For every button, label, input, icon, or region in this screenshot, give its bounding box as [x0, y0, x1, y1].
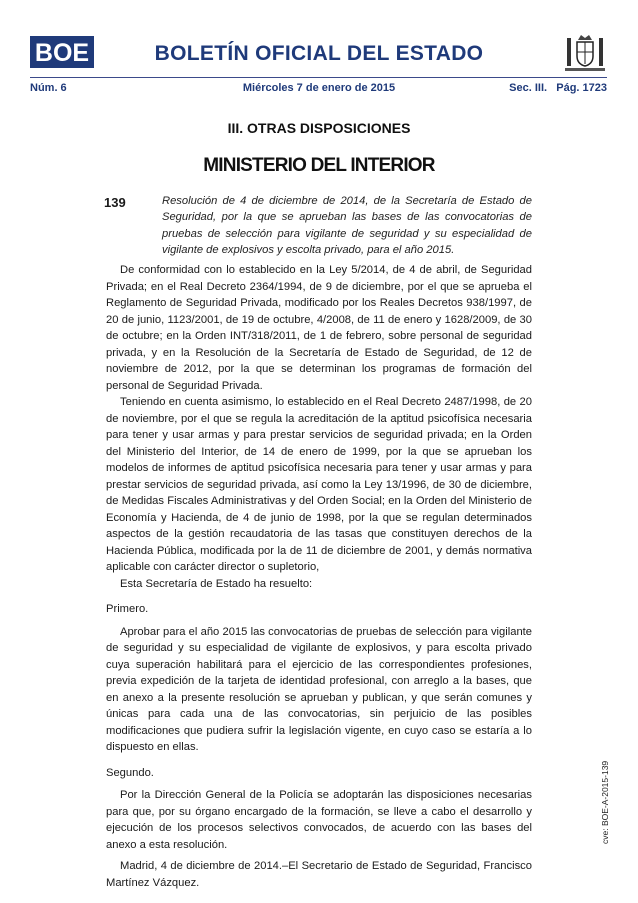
section-title: III. OTRAS DISPOSICIONES — [227, 120, 411, 136]
header-rule — [30, 77, 607, 78]
paragraph: Por la Dirección General de la Policía se adoptarán las disposiciones necesarias para que, por su órgano encargado de la formación, se lleve a cabo el desarrollo y ejecución de los procesos selectivos convocados, de acuerdo con las bases del anexo a esta resolución. — [106, 789, 532, 851]
paragraph: De conformidad con lo establecido en la Ley 5/2014, de 4 de abril, de Seguridad Privada; en el Real Decreto 2364/1994, de 9 de diciembre, por el que se aprueba el Reglamento de Seguridad Privada, modificado por los Reales Decretos 938/1997, de 20 de junio, 1123/2001, de 19 de octubre, 4/2008, de 11 de enero y 1628/2009, de 30 de octubre; en la Orden INT/318/2011, de 1 de febrero, sobre personal de seguridad privada, y en la Resolución de la Secretaría de Estado de Seguridad, de 12 de noviembre de 2012, por la que se determinan los programas de formación del personal de Seguridad Privada. — [106, 264, 532, 392]
cve-code: cve: BOE-A-2015-139 — [600, 760, 610, 844]
issue-date: Miércoles 7 de enero de 2015 — [242, 82, 396, 94]
article-heading: Segundo. — [106, 766, 154, 779]
article-heading: Primero. — [106, 603, 149, 615]
paragraph: Teniendo en cuenta asimismo, lo establecido en el Real Decreto 2487/1998, de 20 de noviembre, por el que se regula la acreditación de la aptitud psicofísica necesaria para tener y usar armas y para prestar servicios de seguridad privada; en la Orden del Ministerio del Interior, de 14 de enero de 1999, por la que se aprueban los modelos de informes de aptitud psicofísica necesaria para tener y usar armas y para prestar servicios de seguridad privada, así como la Ley 13/1996, de 30 de diciembre, de Medidas Fiscales Administrativas y del Orden Social; en la Orden del Ministerio de Economía y Hacienda, de 4 de junio de 1998, por la que se regulan determinados aspectos de la gestión recaudatoria de las tasas que constituyen derechos de la Hacienda Pública, modificada por la de 11 de diciembre de 2001, y demás normativa aplicable con carácter director o supletorio, — [106, 396, 532, 573]
gazette-title: BOLETÍN OFICIAL DEL ESTADO — [154, 42, 484, 65]
issue-number: Núm. 6 — [30, 82, 67, 94]
disposition-number: 139 — [104, 195, 126, 210]
paragraph: Aprobar para el año 2015 las convocatorias de pruebas de selección para vigilante de seguridad y su especialidad de vigilante de explosivos, y para escolta privado cuya superación habilitará para el ejercicio de las correspondientes profesiones, previa expedición de la tarjeta de identidad profesional, con arreglo a la bases, que en anexo a la presente resolución se aprueban y publican, y que serán comunes y únicas para cada una de las convocatorias, sin perjuicio de las posibles modificaciones que pudiera sufrir la legislación vigente, en cuyo caso se estaría a lo dispuesto en ellas. — [106, 625, 532, 753]
signature-paragraph: Madrid, 4 de diciembre de 2014.–El Secretario de Estado de Seguridad, Francisco Martínez Vázquez. — [106, 860, 532, 889]
paragraph: Esta Secretaría de Estado ha resuelto: — [120, 577, 313, 590]
document-body — [106, 262, 532, 891]
boe-logo — [30, 36, 94, 68]
logo-text: BOE — [34, 39, 90, 67]
disposition-summary: Resolución de 4 de diciembre de 2014, de la Secretaría de Estado de Seguridad, por la que se aprueban las bases de las convocatorias de pruebas de selección para vigilante de seguridad y su especialidad de vigilante de explosivos y escolta privado, para el año 2015. — [162, 195, 532, 256]
section-page: Sec. III. Pág. 1723 — [509, 82, 607, 94]
ministry-title: MINISTERIO DEL INTERIOR — [203, 155, 435, 176]
coat-of-arms-icon — [563, 30, 607, 74]
